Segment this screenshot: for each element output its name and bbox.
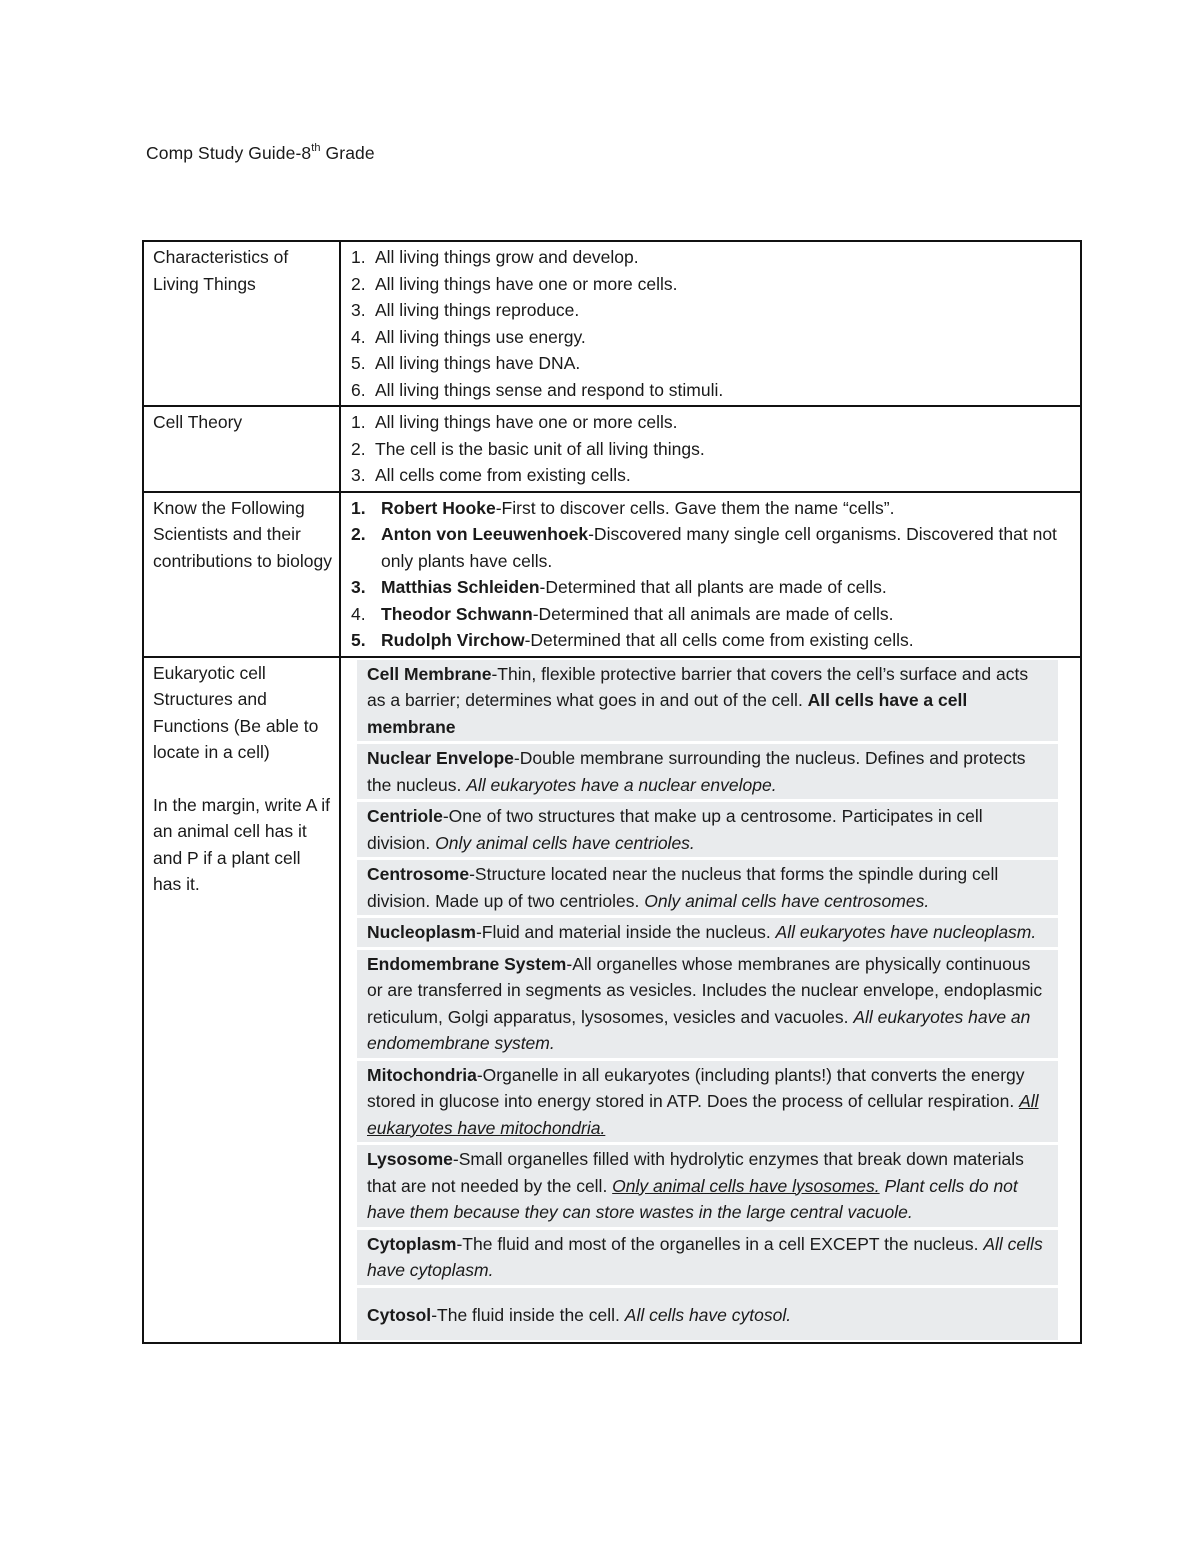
structure-lysosome: Lysosome-Small organelles filled with hydrolytic enzymes that break down materials that are not needed by the cell. Only animal cells have lysosomes. Plant cells do not have them because they can store wastes in the large central vacuole. [357,1145,1058,1227]
structure-cell-membrane: Cell Membrane-Thin, flexible protective barrier that covers the cell’s surface and acts as a barrier; determines what goes in and out of the cell. All cells have a cell membrane [357,660,1058,742]
structure-endomembrane-system: Endomembrane System-All organelles whose membranes are physically continuous or are transferred in segments as vesicles. Includes the nuclear envelope, endoplasmic reticulum, Golgi apparatus, lysosomes, vesicles and vacuoles. All eukaryotes have an endomembrane system. [357,950,1058,1058]
page-title: Comp Study Guide-8th Grade [146,142,375,163]
structure-centrosome: Centrosome-Structure located near the nucleus that forms the spindle during cell division. Made up of two centrioles. Only animal cells have centrosomes. [357,860,1058,915]
row-eukaryotic [143,657,1081,1344]
list-item: 3. Matthias Schleiden-Determined that all plants are made of cells. [351,577,887,597]
content-characteristics [340,241,1081,406]
content-scientists [340,492,1081,657]
label-cell-theory: Cell Theory [143,406,340,492]
list-item: 5. Rudolph Virchow-Determined that all cells come from existing cells. [351,630,914,650]
label-eukaryotic [143,657,340,1344]
list-item: 3. All living things reproduce. [351,300,580,320]
list-item: 4. All living things use energy. [351,326,586,347]
scientists-list [351,495,1074,654]
characteristics-list [351,244,1074,403]
structure-mitochondria: Mitochondria-Organelle in all eukaryotes (including plants!) that converts the energy stored in glucose into energy stored in ATP. Does the process of cellular respiration. All eukaryotes have mitochondria. [357,1061,1058,1143]
list-item: 3. All cells come from existing cells. [351,465,631,485]
list-item: 2. The cell is the basic unit of all living things. [351,438,705,459]
row-characteristics [143,241,1081,406]
eukaryotic-label: Eukaryotic cell Structures and Functions (Be able to locate in a cell) [153,662,319,762]
label-scientists: Know the Following Scientists and their contributions to biology [143,492,340,657]
structure-centriole: Centriole-One of two structures that make up a centrosome. Participates in cell division. Only animal cells have centrioles. [357,802,1058,857]
margin-instruction: In the margin, write A if an animal cell has it and P if a plant cell has it. [153,794,331,894]
list-item: 2. All living things have one or more cells. [351,273,678,294]
list-item: 6. All living things sense and respond to stimuli. [351,379,724,400]
list-item: 2. Anton von Leeuwenhoek-Discovered many single cell organisms. Discovered that not only plants have cells. [351,524,1057,571]
structures-list [357,660,1058,1341]
structure-nucleoplasm: Nucleoplasm-Fluid and material inside the nucleus. All eukaryotes have nucleoplasm. [357,918,1058,947]
list-item: 1. Robert Hooke-First to discover cells. Gave them the name “cells”. [351,497,895,518]
study-guide-table [142,240,1082,1344]
row-cell-theory [143,406,1081,492]
structure-nuclear-envelope: Nuclear Envelope-Double membrane surrounding the nucleus. Defines and protects the nucleus. All eukaryotes have a nuclear envelope. [357,744,1058,799]
label-characteristics: Characteristics of Living Things [143,241,340,406]
content-cell-theory [340,406,1081,492]
list-item: 1. All living things grow and develop. [351,247,639,267]
row-scientists [143,492,1081,657]
cell-theory-list [351,409,1074,489]
list-item: 5. All living things have DNA. [351,353,581,373]
list-item: 1. All living things have one or more cells. [351,412,678,432]
structure-cytosol: Cytosol-The fluid inside the cell. All cells have cytosol. [357,1288,1058,1341]
list-item: 4. Theodor Schwann-Determined that all animals are made of cells. [351,603,894,624]
content-eukaryotic [340,657,1081,1344]
structure-cytoplasm: Cytoplasm-The fluid and most of the organelles in a cell EXCEPT the nucleus. All cells have cytoplasm. [357,1230,1058,1285]
